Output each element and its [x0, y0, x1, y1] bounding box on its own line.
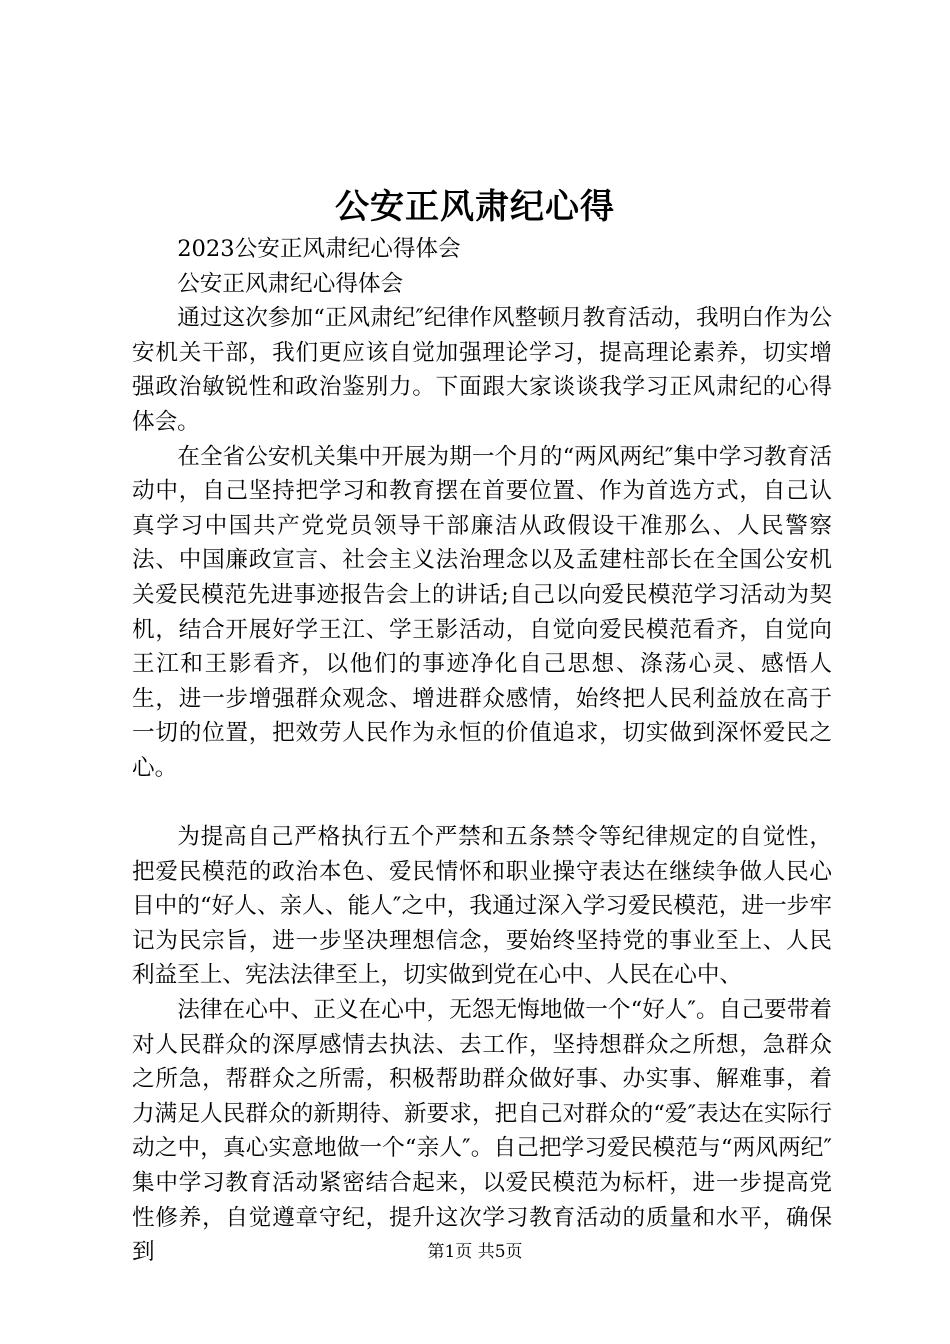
- body-paragraph: 法律在心中、正义在心中，无怨无悔地做一个“好人″。自己要带着对人民群众的深厚感情去执法、去工作，坚持想群众之所想，急群众之所急，帮群众之所需，积极帮助群众做好事、办实事、解难事，着力满足人民群众的新期待、新要求，把自己对群众的“爱″表达在实际行动之中，真心实意地做一个“亲人″。自己把学习爱民模范与“两风两纪″集中学习教育活动紧密结合起来，以爱民模范为标杆，进一步提高党性修养，自觉遵章守纪，提升这次学习教育活动的质量和水平，确保到: [132, 997, 832, 1266]
- subtitle-line: 2023公安正风肃纪心得体会: [177, 236, 461, 262]
- page-footer: 第1页 共5页: [427, 1242, 523, 1262]
- subtitle-line: 公安正风肃纪心得体会: [177, 270, 404, 297]
- document-title: 公安正风肃纪心得: [335, 187, 615, 227]
- body-paragraph: 为提高自己严格执行五个严禁和五条禁令等纪律规定的自觉性，把爱民模范的政治本色、爱民情怀和职业操守表达在继续争做人民心目中的“好人、亲人、能人″之中，我通过深入学习爱民模范，进一步牢记为民宗旨，进一步坚决理想信念，要始终坚持党的事业至上、人民利益至上、宪法法律至上，切实做到党在心中、人民在心中、: [132, 824, 832, 989]
- body-paragraph: 通过这次参加“正风肃纪″纪律作风整顿月教育活动，我明白作为公安机关干部，我们更应该自觉加强理论学习，提高理论素养，切实增强政治敏锐性和政治鉴别力。下面跟大家谈谈我学习正风肃纪的心得体会。: [132, 305, 832, 435]
- body-paragraph: 在全省公安机关集中开展为期一个月的“两风两纪″集中学习教育活动中，自己坚持把学习和教育摆在首要位置、作为首选方式，自己认真学习中国共产党党员领导干部廉洁从政假设干准那么、人民警察法、中国廉政宣言、社会主义法治理念以及孟建柱部长在全国公安机关爱民模范先进事迹报告会上的讲话;自己以向爱民模范学习活动为契机，结合开展好学王江、学王影活动，自觉向爱民模范看齐，自觉向王江和王影看齐，以他们的事迹净化自己思想、涤荡心灵、感悟人生，进一步增强群众观念、增进群众感情，始终把人民利益放在高于一切的位置，把效劳人民作为永恒的价值追求，切实做到深怀爱民之心。: [132, 443, 832, 781]
- document-body: [132, 232, 832, 1270]
